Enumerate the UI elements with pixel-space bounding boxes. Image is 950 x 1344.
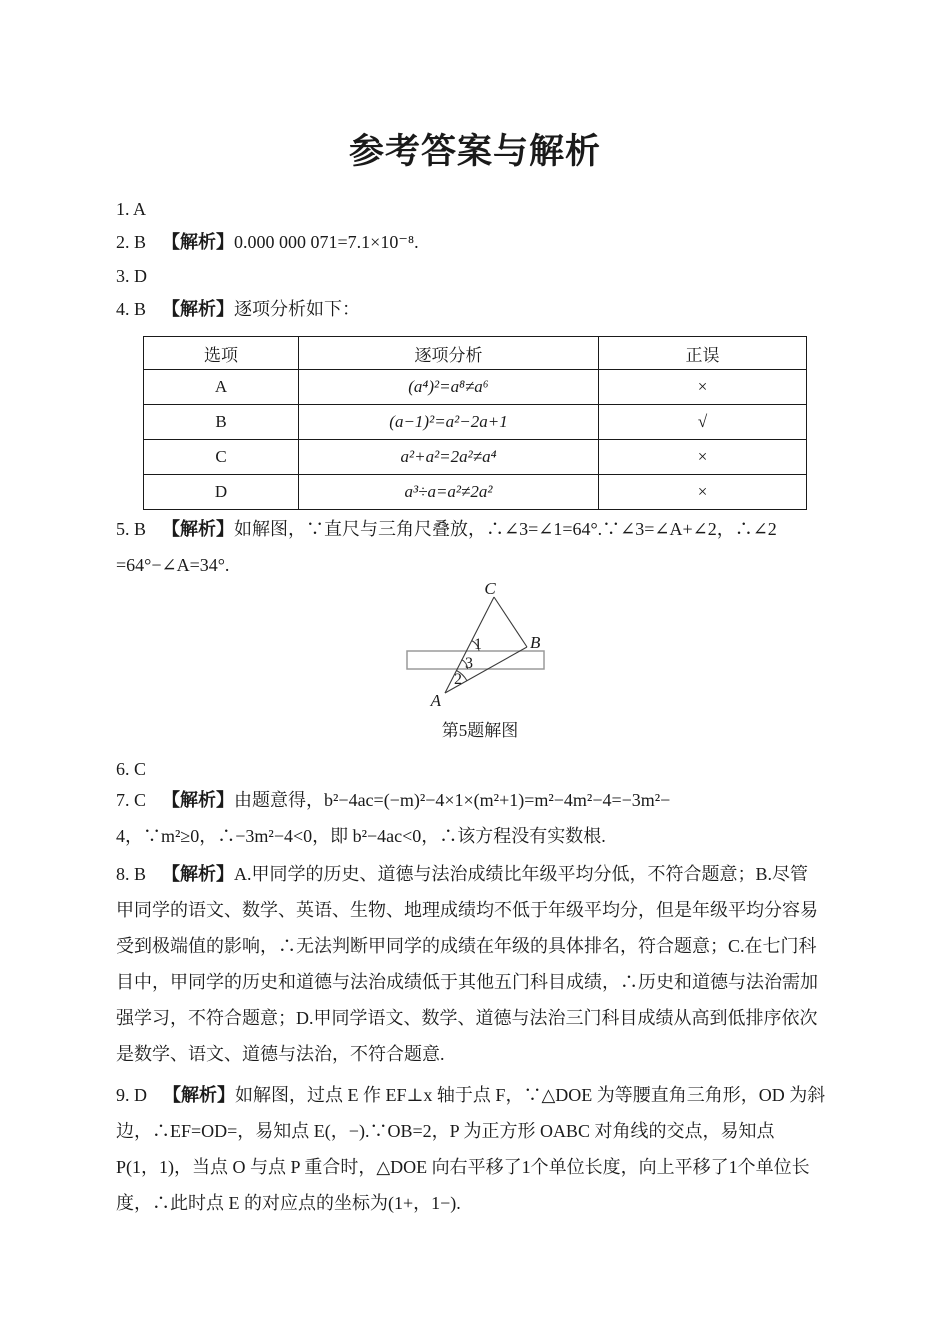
table-header-row [144,337,807,370]
analysis-text: A.甲同学的历史、道德与法治成绩比年级平均分低，不符合题意；B.尽管 [234,864,809,884]
answer-line: 强学习，不符合题意；D.甲同学语文、数学、道德与法治三门科目成绩从高到低排序依次 [116,1008,818,1028]
analysis-label: 【解析】 [162,790,235,810]
answer-line [116,191,833,227]
figure-caption: 第5题解图 [441,721,519,740]
table-row [144,370,807,405]
answer-item-4 [116,291,833,327]
answer-number: 8. B [116,864,147,884]
analysis-label: 【解析】 [163,1085,235,1105]
option-cell: B [144,405,299,440]
option-cell: C [144,440,299,475]
analysis-text: 由题意得，b²−4ac=(−m)²−4×1×(m²+1)=m²−4m²−4=−3m²− [234,790,671,810]
answer-line [116,1077,833,1113]
answer-number: 3. D [116,266,147,286]
table-row [144,440,807,475]
answer-number: 9. D [116,1085,147,1105]
answer-number: 6. C [116,759,147,779]
answer-line [116,291,833,327]
analysis-label: 【解析】 [162,232,235,252]
analysis-text: 逐项分析如下： [234,299,361,319]
analysis-cell: (a−1)²=a²−2a+1 [299,405,599,440]
answer-line [116,224,833,260]
answer-number: 2. B [116,232,147,252]
answer-item-5 [116,511,833,583]
answer-line: 4，∵m²≥0，∴−3m²−4<0，即 b²−4ac<0，∴该方程没有实数根. [116,826,606,846]
analysis-label: 【解析】 [162,864,235,884]
analysis-cell: a²+a²=2a²≠a⁴ [299,440,599,475]
answer-item-3 [116,258,833,294]
option-cell: D [144,475,299,510]
verdict-cell: × [599,440,807,475]
analysis-label: 【解析】 [162,299,235,319]
verdict-cell: √ [599,405,807,440]
answer-item-8 [116,856,833,1072]
analysis-text: 如解图，∵直尺与三角尺叠放，∴∠3=∠1=64°.∵∠3=∠A+∠2，∴∠2 [234,519,777,539]
answer-item-2 [116,224,833,260]
answer-item-1 [116,191,833,227]
analysis-table [143,336,807,510]
answer-line [116,258,833,294]
page-title: 参考答案与解析 [348,132,601,171]
col-header-option: 选项 [144,337,299,370]
answer-line: 甲同学的语文、数学、英语、生物、地理成绩均不低于年级平均分，但是年级平均分容易 [116,900,818,920]
answer-number: 5. B [116,519,147,539]
analysis-cell: (a⁴)²=a⁸≠a⁶ [299,370,599,405]
answer-line: 受到极端值的影响，∴无法判断甲同学的成绩在年级的具体排名，符合题意；C.在七门科 [116,936,817,956]
angle-label-1: 1 [474,636,482,653]
verdict-cell: × [599,475,807,510]
analysis-text: 0.000 000 071=7.1×10⁻⁸. [234,232,419,252]
answer-line: 是数学、语文、道德与法治，不符合题意. [116,1044,445,1064]
vertex-label-a: A [430,691,441,710]
table-row [144,405,807,440]
angle-label-2: 2 [454,671,462,688]
triangle-side-ca [445,597,494,693]
vertex-label-c: C [484,579,496,598]
answer-line: 度，∴此时点 E 的对应点的坐标为(1+，1−). [116,1193,461,1213]
verdict-cell: × [599,370,807,405]
answer-line: 目中，甲同学的历史和道德与法治成绩低于其他五门科目成绩，∴历史和道德与法治需加 [116,972,818,992]
analysis-cell: a³÷a=a²≠2a² [299,475,599,510]
question5-figure [385,574,565,714]
ruler-rect [407,651,544,669]
answer-number: 1. A [116,199,147,219]
answer-number: 4. B [116,299,147,319]
answer-line: P(1，1)，当点 O 与点 P 重合时，△DOE 向右平移了1个单位长度，向上平移了1个单位长 [116,1157,810,1177]
answer-number: 7. C [116,790,147,810]
triangle-side-cb [494,597,527,647]
col-header-verdict: 正误 [599,337,807,370]
option-cell: A [144,370,299,405]
col-header-analysis: 逐项分析 [299,337,599,370]
answer-item-7 [116,782,833,854]
answer-line [116,856,833,892]
table-row [144,475,807,510]
angle-label-3: 3 [465,655,473,672]
analysis-text: 如解图，过点 E 作 EF⊥x 轴于点 F，∵△DOE 为等腰直角三角形，OD 为斜 [235,1085,826,1105]
answer-item-9 [116,1077,833,1221]
vertex-label-b: B [530,633,541,652]
answer-line [116,511,833,547]
answer-line: =64°−∠A=34°. [116,555,230,575]
answer-line: 边，∴EF=OD=，易知点 E(，−).∵OB=2，P 为正方形 OABC 对角线的交点，易知点 [116,1121,775,1141]
answer-line [116,782,833,818]
analysis-label: 【解析】 [162,519,235,539]
